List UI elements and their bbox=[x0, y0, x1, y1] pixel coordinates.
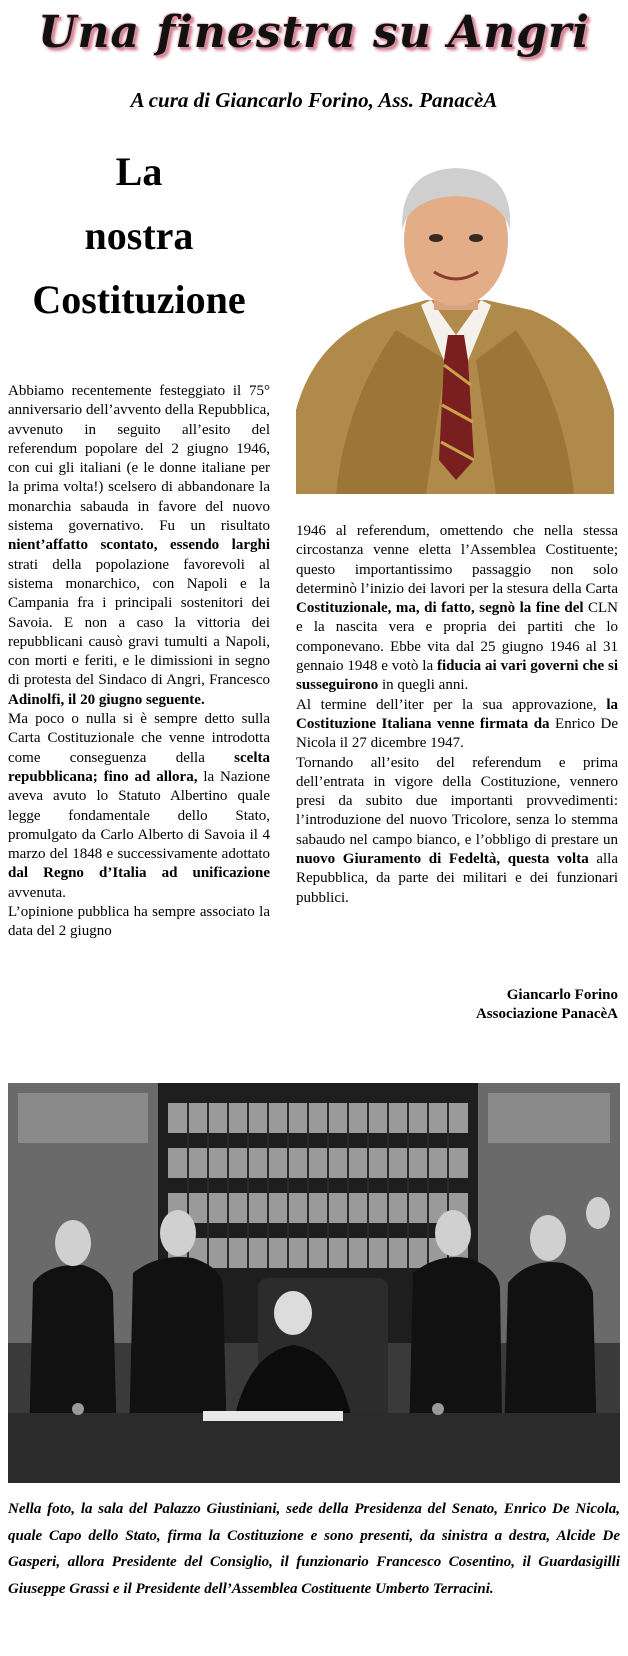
headline-line-3: Costituzione bbox=[32, 277, 246, 322]
historic-signing-photo bbox=[8, 1083, 620, 1483]
article-column-2 bbox=[296, 522, 618, 908]
paragraph: 1946 al referendum, omettendo che nella stessa circostanza venne eletta l’Assemblea Costituente; questo importantissimo passaggio non solo determinò l’inizio dei lavori per la stesura della Carta Costituzionale, ma, di fatto, segnò la fine del CLN e la nascita vera e propria dei partiti che lo componevano. Ebbe vita dal 25 giugno 1946 al 31 gennaio 1948 e votò la fiducia ai vari governi che si susseguirono in quegli anni. bbox=[296, 523, 619, 694]
signature-organization: Associazione PanacèA bbox=[475, 1006, 618, 1022]
masthead-title: Una finestra su Angri bbox=[38, 7, 590, 58]
photo-caption: Nella foto, la sala del Palazzo Giustiniani, sede della Presidenza del Senato, Enrico De Nicola, quale Capo dello Stato, firma la Costituzione e sono presenti, da sinistra a destra, Alcide De Gasperi, allora Presidente del Consiglio, il funzionario Francesco Cosentino, il Guardasigilli Giuseppe Grassi e il Presidente dell’Assemblea Costituente Umberto Terracini. bbox=[8, 1501, 620, 1597]
paragraph: Tornando all’esito del referendum e prima dell’entrata in vigore della Costituzione, vennero presi da subito due importanti provvedimenti: l’introduzione del nuovo Tricolore, senza lo stemma sabaudo nel campo bianco, e l’obbligo di prestare un nuovo Giuramento di Fedeltà, questa volta alla Repubblica, da parte dei militari e dei funzionari pubblici. bbox=[296, 754, 618, 906]
paragraph: Al termine dell’iter per la sua approvazione, la Costituzione Italiana venne firmata da Enrico De Nicola il 27 dicembre 1947. bbox=[296, 696, 618, 752]
article-column-1 bbox=[8, 382, 270, 942]
signature bbox=[420, 986, 618, 1024]
article-headline bbox=[8, 140, 270, 332]
paragraph: L’opinione pubblica ha sempre associato la data del 2 giugno bbox=[8, 904, 270, 940]
headline-line-2: nostra bbox=[84, 213, 194, 258]
author-portrait-photo bbox=[296, 160, 614, 494]
paragraph: Ma poco o nulla si è sempre detto sulla Carta Costituzionale che venne introdotta come conseguenza della scelta repubblicana; fino ad allora, la Nazione aveva avuto lo Statuto Albertino quale legge fondamentale dello Stato, promulgato da Carlo Alberto di Savoia il 4 marzo del 1848 e successivamente adottato dal Regno d’Italia ad unificazione avvenuta. bbox=[8, 711, 270, 901]
headline-line-1: La bbox=[115, 149, 163, 194]
byline: A cura di Giancarlo Forino, Ass. PanacèA bbox=[130, 88, 498, 112]
signature-name: Giancarlo Forino bbox=[506, 987, 618, 1003]
paragraph: Abbiamo recentemente festeggiato il 75° anniversario dell’avvento della Repubblica, avvenuto in seguito all’esito del referendum popolare del 2 giugno 1946, con cui gli italiani (e le donne italiane per la prima volta!) scelsero di abbandonare la monarchia sabauda in favore del nuovo sistema governativo. Fu un risultato nient’affatto scontato, essendo larghi strati della popolazione favorevoli al sistema monarchico, con Napoli e la Campania fra i principali sostenitori dei Savoia. E non a caso la vittoria dei repubblicani causò gravi tumulti a Napoli, con morti e feriti, e le dimissioni in segno di protesta del Sindaco di Angri, Francesco Adinolfi, il 20 giugno seguente. bbox=[8, 383, 270, 708]
